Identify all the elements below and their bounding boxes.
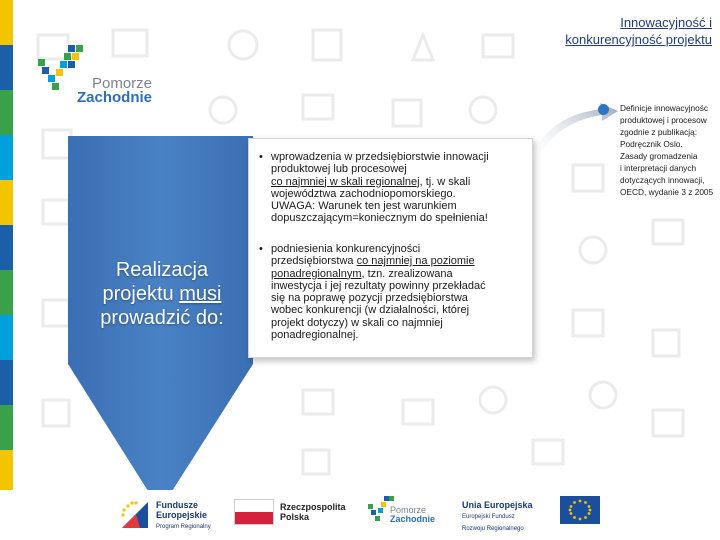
- definition-note: [620, 102, 720, 198]
- page-title-line1: Innowacyjność i: [620, 15, 712, 30]
- ue-line2: Europejski Fundusz: [462, 514, 515, 520]
- fe-line2: Europejskie: [156, 510, 208, 520]
- bullet2-line7: projekt dotyczy) w skali co najmniej: [271, 316, 443, 329]
- chevron-label-emphasis: musi: [179, 283, 222, 305]
- bullet2-line5: się na poprawę pozycji przedsiębiorstwa: [271, 292, 468, 305]
- bullet1-line4: województwa zachodniopomorskiego.: [271, 187, 456, 200]
- page-title: [432, 14, 712, 48]
- unia-europejska-logo: [462, 500, 533, 534]
- ue-line1: Unia Europejska: [462, 500, 533, 510]
- bullet-dot: •: [259, 243, 263, 255]
- note-line: dotyczących innowacji,: [620, 175, 705, 185]
- bullet2-emphasis2: ponadregionalnym: [271, 267, 362, 280]
- rp-line2: Polska: [280, 512, 310, 522]
- note-line: produktowej i procesow: [620, 115, 707, 125]
- chevron-label-line3: prowadzić do:: [100, 307, 224, 329]
- note-line: i interpretacji danych: [620, 163, 697, 173]
- note-line: Definicje innowacyjnośc: [620, 103, 709, 113]
- pomorze-zachodnie-logo: [30, 45, 170, 115]
- ue-line3: Rozwoju Regionalnego: [462, 526, 524, 532]
- pz-line2: Zachodnie: [390, 514, 436, 524]
- fe-line3: Program Regionalny: [156, 524, 211, 530]
- note-line: OECD, wydanie 3 z 2005: [620, 187, 714, 197]
- logo-name-line2: Zachodnie: [77, 89, 153, 106]
- bullet-item-innovation: [259, 151, 529, 225]
- chevron-label-line1: Realizacja: [115, 259, 209, 281]
- rp-line1: Rzeczpospolita: [280, 502, 346, 512]
- fundusze-europejskie-logo: [156, 500, 211, 532]
- polish-flag-icon: [234, 499, 274, 525]
- eu-flag-icon: [560, 496, 600, 524]
- bullet1-line3: , tj. w skali: [419, 175, 471, 188]
- page-title-line2: konkurencyjność projektu: [565, 32, 712, 47]
- bullet2-line3: , tzn. zrealizowana: [361, 267, 453, 280]
- bullet2-emphasis1: co najmniej na poziomie: [356, 255, 475, 268]
- chevron-label-line2: projektu: [102, 283, 180, 305]
- content-box: [248, 138, 533, 358]
- note-line: zgodnie z publikacją:: [620, 127, 698, 137]
- footer-logos: [0, 490, 720, 540]
- bullet1-line1: wprowadzenia w przedsiębiorstwie innowacji: [271, 151, 489, 163]
- bullet2-line2: przedsiębiorstwa: [271, 255, 357, 268]
- fundusze-europejskie-icon: [118, 498, 152, 532]
- pomorze-zachodnie-footer-logo: [390, 506, 435, 524]
- bullet2-line8: ponadregionalnej.: [271, 329, 359, 342]
- bullet2-line1: podniesienia konkurencyjności: [271, 243, 421, 255]
- note-marker-dot: [598, 104, 609, 115]
- left-color-stripe: [0, 0, 13, 540]
- bullet1-line2: produktowej lub procesowej: [271, 163, 407, 176]
- bullet-dot: •: [259, 151, 263, 163]
- bullet2-line4: inwestycja i jej rezultaty powinny przekładać: [271, 279, 486, 292]
- bullet-item-competitiveness: [259, 243, 529, 341]
- note-line: Zasady gromadzenia: [620, 151, 698, 161]
- pz-line1: Pomorze: [390, 505, 427, 515]
- fe-line1: Fundusze: [156, 500, 198, 510]
- rzeczpospolita-polska-logo: [280, 502, 346, 522]
- bullet1-emphasis: co najmniej w skali regionalnej: [271, 175, 420, 188]
- bullet1-line6: dopuszczającym=koniecznym do spełnienia!: [271, 212, 488, 225]
- note-line: Podręcznik Oslo.: [620, 139, 683, 149]
- chevron-label: [78, 258, 246, 330]
- bullet2-line6: wobec konkurencji (w działalności, której: [271, 304, 470, 317]
- logo-name-line1: Pomorze: [92, 75, 153, 92]
- bullet1-line5: UWAGA: Warunek ten jest warunkiem: [271, 200, 457, 213]
